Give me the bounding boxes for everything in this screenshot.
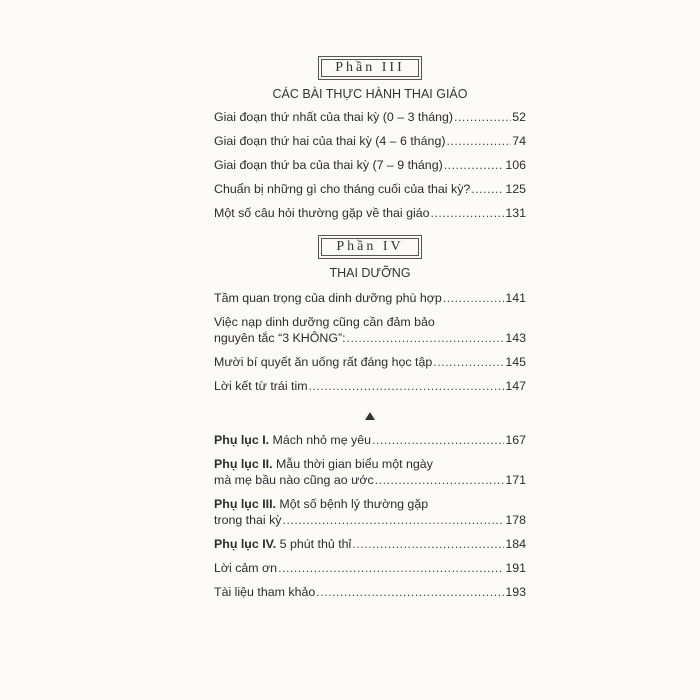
leader-dots: [283, 512, 505, 528]
leader-dots: [316, 584, 504, 600]
toc-entry-page: 125: [505, 182, 526, 196]
appendix-label: Phụ lục II.: [214, 457, 273, 471]
toc-entry-text: Một số bệnh lý thường gặp: [279, 497, 429, 511]
part-4-label: Phần IV: [336, 239, 404, 254]
toc-entry-text: Chuẩn bị những gì cho tháng cuối của thai kỳ?: [214, 182, 471, 196]
leader-dots: [352, 536, 504, 552]
table-of-contents: [214, 56, 526, 608]
leader-dots: [347, 330, 505, 346]
toc-entry-page: 131: [505, 206, 526, 220]
toc-entry[interactable]: [214, 133, 526, 157]
toc-entry-page: 178: [505, 513, 526, 527]
toc-entry-text: 5 phút thủ thỉ: [279, 537, 352, 551]
toc-entry-text-cont: mà mẹ bầu nào cũng ao ước: [214, 473, 374, 487]
toc-entry[interactable]: [214, 378, 526, 402]
toc-entry-page: 145: [505, 355, 526, 369]
toc-entry[interactable]: [214, 354, 526, 378]
toc-entry-text: Tầm quan trọng của dinh dưỡng phù hợp: [214, 291, 442, 305]
toc-entry-page: 74: [512, 134, 526, 148]
toc-entry[interactable]: [214, 109, 526, 133]
toc-entry[interactable]: [214, 290, 526, 314]
leader-dots: [372, 432, 504, 448]
leader-dots: [433, 354, 504, 370]
leader-dots: [309, 378, 505, 394]
appendix-label: Phụ lục III.: [214, 497, 276, 511]
toc-entry-page: 141: [505, 291, 526, 305]
toc-entry-page: 147: [505, 379, 526, 393]
toc-entry-text: Mẫu thời gian biểu một ngày: [275, 457, 433, 471]
toc-entry-text: Mách nhỏ mẹ yêu: [272, 433, 372, 447]
toc-entry-page: 171: [505, 473, 526, 487]
leader-dots: [375, 472, 505, 488]
leader-dots: [454, 109, 511, 125]
toc-entry[interactable]: [214, 205, 526, 229]
leader-dots: [443, 290, 505, 306]
toc-entry-page: 184: [505, 537, 526, 551]
part-3-label: Phần III: [335, 60, 405, 75]
toc-entry-page: 193: [505, 585, 526, 599]
toc-entry[interactable]: [214, 157, 526, 181]
part-4-title: THAI DƯỠNG: [329, 266, 411, 280]
toc-entry-text: Giai đoạn thứ ba của thai kỳ (7 – 9 tháng): [214, 158, 443, 172]
appendix-label: Phụ lục IV.: [214, 537, 277, 551]
toc-entry-text-cont: nguyên tắc “3 KHÔNG”:: [214, 331, 346, 345]
toc-entry[interactable]: [214, 560, 526, 584]
toc-entry[interactable]: [214, 536, 526, 560]
toc-entry-text: Mười bí quyết ăn uống rất đáng học tập: [214, 355, 433, 369]
toc-entry[interactable]: [214, 584, 526, 608]
toc-entry-page: 167: [505, 433, 526, 447]
leader-dots: [431, 205, 505, 221]
toc-entry-text: Lời kết từ trái tim: [214, 379, 308, 393]
toc-entry-text: Một số câu hỏi thường gặp về thai giáo: [214, 206, 430, 220]
toc-entry-text: Lời cảm ơn: [214, 561, 278, 575]
toc-entry-text: Tài liệu tham khảo: [214, 585, 316, 599]
toc-entry-text: Việc nạp dinh dưỡng cũng cần đảm bảo: [214, 315, 435, 329]
leader-dots: [471, 181, 504, 197]
toc-entry-page: 143: [505, 331, 526, 345]
toc-entry-page: 106: [505, 158, 526, 172]
leader-dots: [446, 133, 511, 149]
appendix-label: Phụ lục I.: [214, 433, 270, 447]
part-3-label-box: [318, 56, 422, 80]
toc-entry-page: 191: [505, 561, 526, 575]
toc-entry[interactable]: [214, 314, 526, 346]
toc-entry[interactable]: [214, 181, 526, 205]
toc-entry[interactable]: [214, 432, 526, 456]
toc-entry-text-cont: trong thai kỳ: [214, 513, 282, 527]
part-4-label-box: [318, 235, 422, 259]
toc-entry[interactable]: [214, 496, 526, 528]
leader-dots: [278, 560, 504, 576]
toc-entry-text: Giai đoạn thứ hai của thai kỳ (4 – 6 tháng): [214, 134, 446, 148]
leader-dots: [444, 157, 505, 173]
toc-entry[interactable]: [214, 456, 526, 488]
toc-entry-text: Giai đoạn thứ nhất của thai kỳ (0 – 3 tháng): [214, 110, 454, 124]
toc-entry-page: 52: [512, 110, 526, 124]
triangle-ornament-icon: [365, 412, 375, 420]
part-3-title: CÁC BÀI THỰC HÀNH THAI GIÁO: [272, 87, 468, 101]
